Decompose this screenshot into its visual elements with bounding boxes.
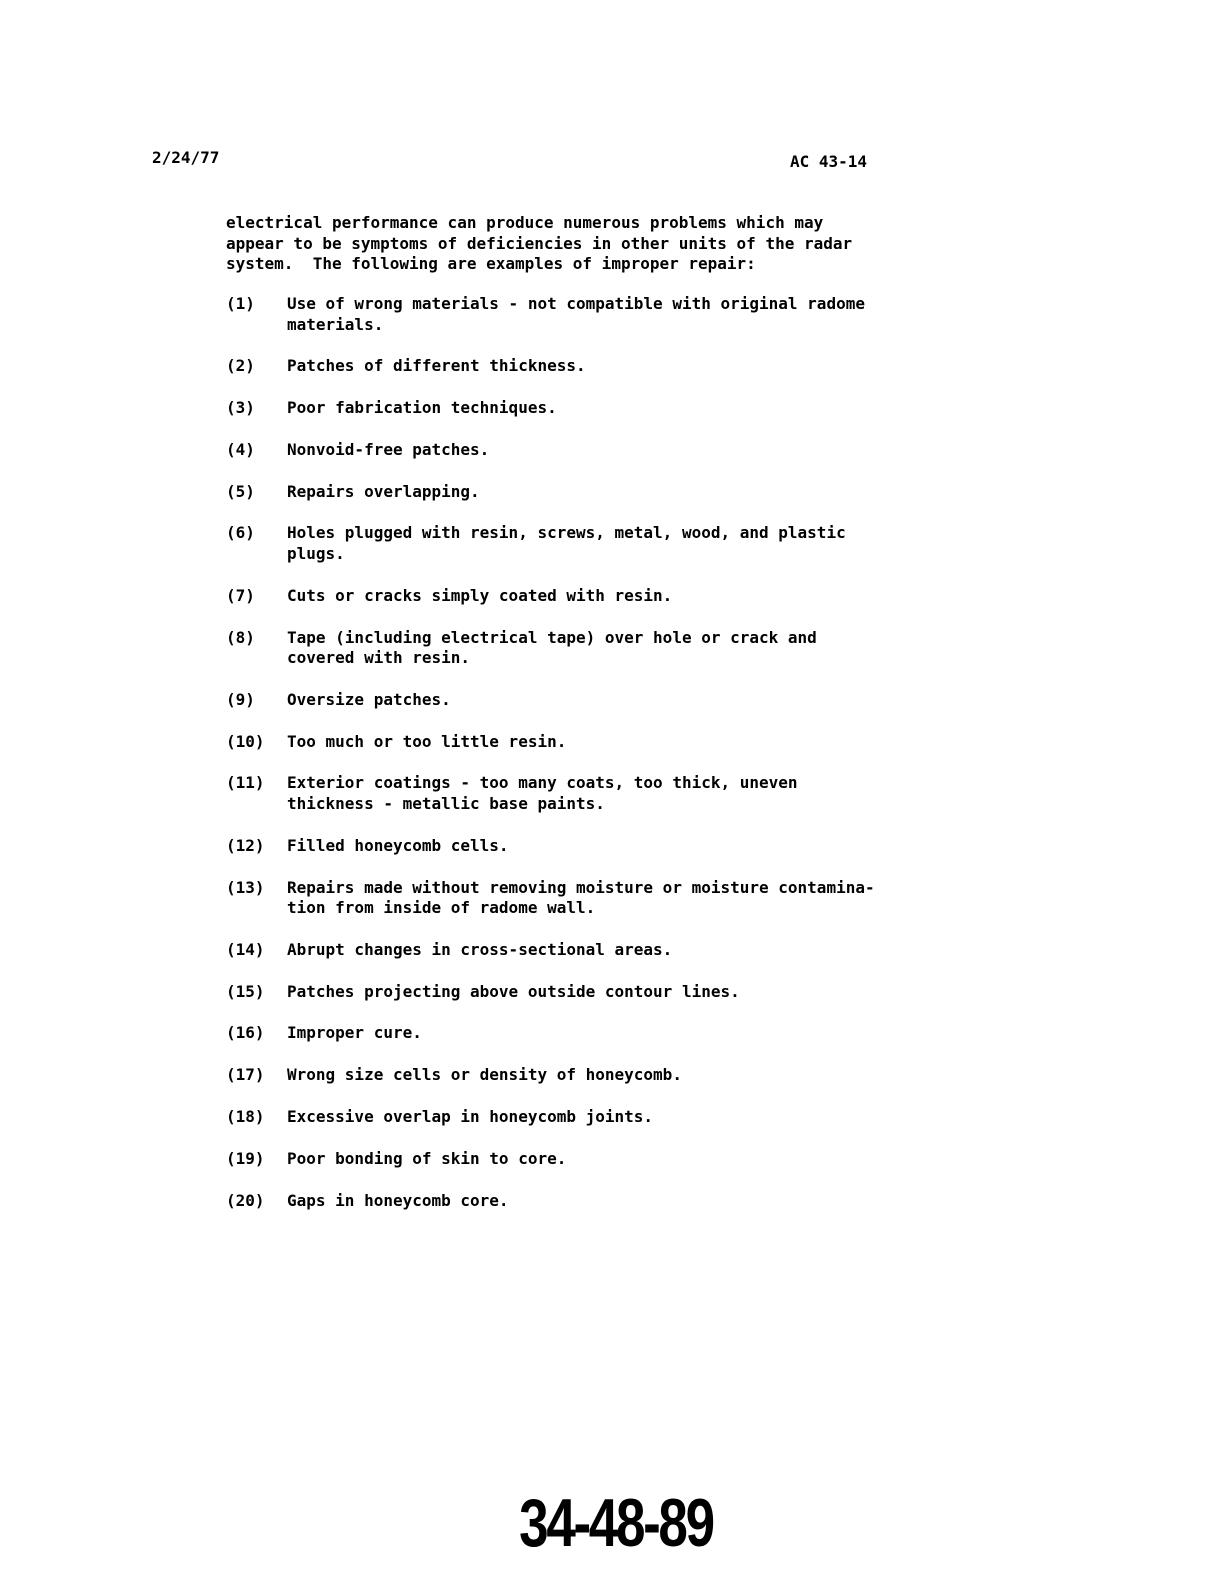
list-item-number: (20) (226, 1190, 265, 1210)
list-item-text: Improper cure. (287, 1023, 422, 1043)
list-item (226, 878, 946, 919)
list-item-number: (17) (226, 1065, 265, 1085)
list-item-number: (8) (226, 627, 255, 647)
list-item-text: Abrupt changes in cross-sectional areas. (287, 939, 673, 959)
document-reference: AC 43-14 (790, 152, 868, 171)
list-item-number: (15) (226, 981, 265, 1001)
list-item (226, 732, 946, 753)
list-item-text: Excessive overlap in honeycomb joints. (287, 1107, 654, 1127)
list-item (226, 982, 946, 1003)
list-item-text: Poor fabrication techniques. (287, 398, 557, 418)
improper-repair-list (226, 294, 946, 1211)
list-item-number: (7) (226, 585, 255, 605)
list-item-text: Tape (including electrical tape) over hole or crack and covered with resin. (287, 627, 817, 668)
list-item-text: Holes plugged with resin, screws, metal, wood, and plastic plugs. (287, 523, 846, 563)
list-item (226, 1065, 946, 1086)
list-item (226, 482, 946, 503)
page-date: 2/24/77 (152, 148, 220, 167)
list-item-number: (3) (226, 398, 255, 418)
intro-paragraph: electrical performance can produce numerous problems which may appear to be symptoms of deficiencies in other units of the radar system. The following are examples of improper repair: (226, 213, 853, 273)
list-item (226, 398, 946, 419)
list-item (226, 628, 946, 669)
list-item-number: (9) (226, 689, 255, 709)
list-item-text: Too much or too little resin. (287, 731, 567, 751)
list-item-number: (1) (226, 294, 255, 313)
list-item (226, 1107, 946, 1128)
list-item-text: Patches of different thickness. (287, 356, 586, 376)
list-item-number: (16) (226, 1023, 265, 1043)
list-item-number: (5) (226, 481, 255, 501)
list-item (226, 940, 946, 961)
list-item-number: (2) (226, 356, 255, 376)
list-item-number: (13) (226, 877, 265, 897)
list-item-text: Poor bonding of skin to core. (287, 1148, 567, 1168)
list-item (226, 1191, 946, 1212)
list-item-text: Repairs made without removing moisture or moisture contamina- tion from inside of radome wall. (287, 877, 875, 918)
list-item (226, 586, 946, 607)
list-item-number: (4) (226, 439, 255, 459)
list-item-number: (19) (226, 1148, 265, 1168)
list-item-text: Gaps in honeycomb core. (287, 1190, 509, 1210)
list-item-number: (12) (226, 835, 265, 855)
list-item (226, 1023, 946, 1044)
list-item (226, 440, 946, 461)
list-item (226, 1149, 946, 1170)
document-code: 34-48-89 (519, 1485, 713, 1561)
list-item (226, 523, 946, 564)
list-item (226, 690, 946, 711)
list-item (226, 294, 946, 335)
list-item-number: (6) (226, 523, 255, 543)
list-item-text: Wrong size cells or density of honeycomb. (287, 1065, 682, 1085)
list-item-text: Cuts or cracks simply coated with resin. (287, 585, 673, 605)
list-item-number: (14) (226, 939, 265, 959)
list-item (226, 356, 946, 377)
list-item-text: Oversize patches. (287, 689, 451, 709)
list-item-text: Exterior coatings - too many coats, too thick, uneven thickness - metallic base paints. (287, 773, 798, 813)
list-item-text: Filled honeycomb cells. (287, 835, 509, 855)
list-item-text: Patches projecting above outside contour lines. (287, 981, 740, 1001)
list-item-number: (18) (226, 1107, 265, 1127)
list-item-text: Repairs overlapping. (287, 481, 480, 501)
list-item-number: (11) (226, 773, 265, 793)
list-item-text: Use of wrong materials - not compatible with original radome materials. (287, 294, 865, 334)
list-item (226, 773, 946, 814)
list-item-text: Nonvoid-free patches. (287, 439, 490, 459)
list-item-number: (10) (226, 731, 265, 751)
list-item (226, 836, 946, 857)
